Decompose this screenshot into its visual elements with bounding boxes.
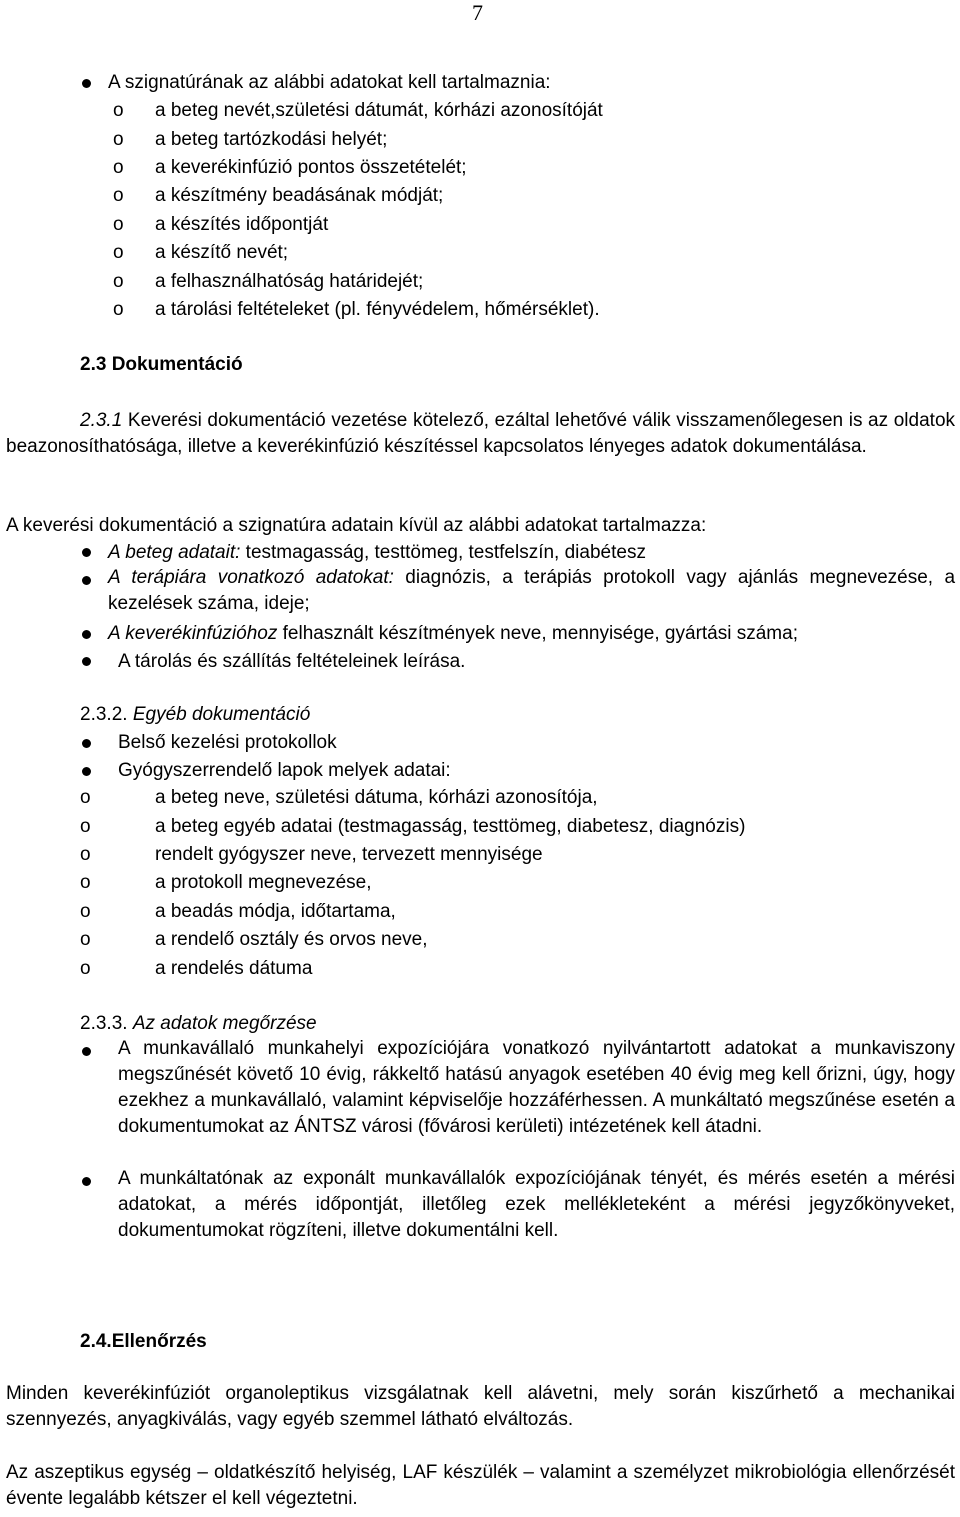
- bullet-icon: [82, 767, 91, 776]
- section-title: Egyéb dokumentáció: [132, 704, 311, 725]
- list-item: a beteg tartózkodási helyét;: [155, 129, 388, 150]
- section-title: Az adatok megőrzése: [132, 1013, 317, 1034]
- list-item: [108, 565, 955, 617]
- list-item: a készítmény beadásának módját;: [155, 185, 444, 206]
- list-item: rendelt gyógyszer neve, tervezett mennyisége: [155, 844, 543, 865]
- list-item: Gyógyszerrendelő lapok melyek adatai:: [118, 760, 451, 781]
- bullet-icon: [82, 1177, 91, 1186]
- item-text: diagnózis, a terápiás protokoll vagy ajánlás megnevezése, a kezelések száma, ideje;: [108, 567, 956, 614]
- list-item: A munkavállaló munkahelyi expozíciójára vonatkozó nyilvántartott adatokat a munkaviszony megszűnését követő 10 évig, rákkeltő hatású anyagok esetében 40 évig meg kell őrizni, úgy, hogy ezekhez a munkavállaló, valamint képviselője hozzáférhessen. A munkáltató megszűnése esetén a dokumentumokat az ÁNTSZ városi (fővárosi kerületi) intézetének kell átadni.: [118, 1038, 955, 1137]
- section-number: 2.3.3.: [80, 1013, 128, 1034]
- item-label: A keverékinfúzióhoz: [108, 623, 278, 644]
- bullet-icon: [82, 1047, 91, 1056]
- list-item: a beteg neve, születési dátuma, kórházi azonosítója,: [155, 787, 598, 808]
- o-marker: o: [113, 242, 124, 263]
- list-item: [118, 650, 465, 674]
- list-item: a felhasználhatóság határidejét;: [155, 271, 424, 292]
- list-item: a keverékinfúzió pontos összetételét;: [155, 157, 467, 178]
- o-marker: o: [113, 271, 124, 292]
- list-item: a protokoll megnevezése,: [155, 872, 372, 893]
- o-marker: o: [80, 844, 91, 865]
- o-marker: o: [113, 100, 124, 121]
- o-marker: o: [80, 872, 91, 893]
- signature-heading: A szignatúrának az alábbi adatokat kell tartalmaznia:: [108, 72, 551, 93]
- paragraph: Minden keverékinfúziót organoleptikus vizsgálatnak kell alávetni, mely során kiszűrhető a mechanikai szennyezés, anyagkiválás, vagy egyéb szemmel látható elváltozás.: [6, 1383, 955, 1430]
- section-heading-2-3: 2.3 Dokumentáció: [80, 354, 243, 375]
- paragraph-text: Keverési dokumentáció vezetése kötelező, ezáltal lehetővé válik visszamenőlegesen is az oldatok beazonosíthatósága, illetve a keverékinfúzió készítéssel kapcsolatos lényeges adatok dokumentálása.: [6, 410, 956, 457]
- list-item: a rendelő osztály és orvos neve,: [155, 929, 428, 950]
- item-text: testmagasság, testtömeg, testfelszín, diabétesz: [240, 542, 646, 563]
- list-item: [108, 622, 798, 646]
- paragraph-2-3-1: [6, 408, 955, 460]
- o-marker: o: [80, 787, 91, 808]
- o-marker: o: [113, 129, 124, 150]
- bullet-icon: [82, 657, 91, 666]
- section-number: 2.3.2.: [80, 704, 128, 725]
- o-marker: o: [113, 185, 124, 206]
- list-item: a készítés időpontját: [155, 214, 329, 235]
- page-number: 7: [472, 0, 483, 25]
- item-label: A beteg adatait:: [108, 542, 241, 563]
- list-item: [108, 541, 646, 565]
- list-item: a készítő nevét;: [155, 242, 289, 263]
- item-label: A terápiára vonatkozó adatokat:: [108, 567, 394, 588]
- list-item: a rendelés dátuma: [155, 958, 313, 979]
- o-marker: o: [80, 929, 91, 950]
- bullet-icon: [82, 576, 91, 585]
- bullet-icon: [82, 630, 91, 639]
- bullet-icon: [82, 79, 91, 88]
- o-marker: o: [113, 157, 124, 178]
- documentation-intro: A keverési dokumentáció a szignatúra adatain kívül az alábbi adatokat tartalmazza:: [6, 515, 707, 536]
- section-heading-2-3-2: [80, 703, 310, 727]
- o-marker: o: [113, 214, 124, 235]
- o-marker: o: [80, 901, 91, 922]
- o-marker: o: [80, 816, 91, 837]
- list-item: A munkáltatónak az exponált munkavállalók expozíciójának tényét, és mérés esetén a mérési adatokat, a mérés időpontját, illetőleg ezek mellékleteként a mérési jegyzőkönyveket, dokumentumokat rögzíteni, illetve dokumentálni kell.: [118, 1168, 955, 1241]
- o-marker: o: [80, 958, 91, 979]
- bullet-icon: [82, 548, 91, 557]
- list-item: a beteg egyéb adatai (testmagasság, testtömeg, diabetesz, diagnózis): [155, 816, 746, 837]
- list-item: a beteg nevét,születési dátumát, kórházi azonosítóját: [155, 100, 603, 121]
- section-heading-2-4: 2.4.Ellenőrzés: [80, 1331, 207, 1352]
- o-marker: o: [113, 299, 124, 320]
- paragraph-number: 2.3.1: [80, 410, 123, 431]
- section-heading-2-3-3: [80, 1012, 317, 1036]
- list-item: a beadás módja, időtartama,: [155, 901, 396, 922]
- item-text: A tárolás és szállítás feltételeinek leírása.: [118, 651, 466, 672]
- list-item: a tárolási feltételeket (pl. fényvédelem, hőmérséklet).: [155, 299, 600, 320]
- item-text: felhasznált készítmények neve, mennyisége, gyártási száma;: [277, 623, 798, 644]
- bullet-icon: [82, 739, 91, 748]
- paragraph: Az aszeptikus egység – oldatkészítő helyiség, LAF készülék – valamint a személyzet mikrobiológia ellenőrzését évente legalább kétszer el kell végeztetni.: [6, 1462, 955, 1509]
- list-item: Belső kezelési protokollok: [118, 732, 337, 753]
